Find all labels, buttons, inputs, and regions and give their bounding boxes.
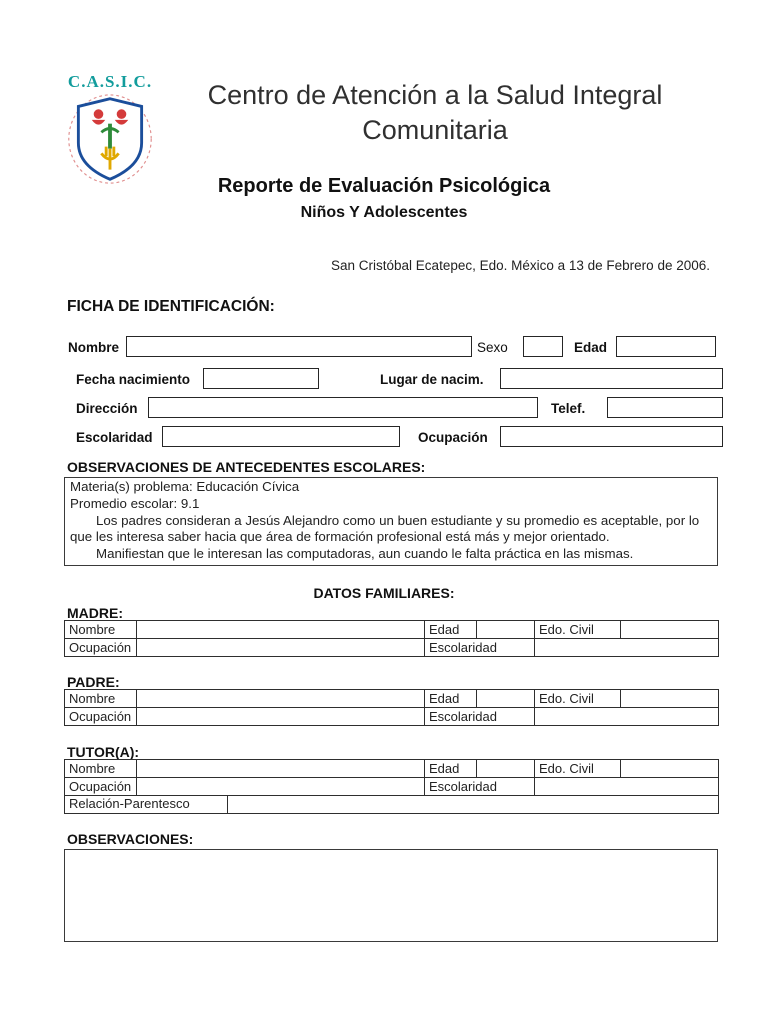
table-row [65,690,719,708]
tutor-nombre-value-cell[interactable] [137,760,425,778]
ocupacion-label: Ocupación [418,430,488,445]
antecedentes-paragraph2: Manifiestan que le interesan las computadoras, aun cuando le falta práctica en las mismas. [96,546,634,562]
casic-acronym: C.A.S.I.C. [67,72,153,91]
table-row [65,760,719,778]
fecha-nacimiento-field[interactable] [203,368,319,389]
observations-section-title: OBSERVACIONES: [67,831,194,847]
family-section-title: DATOS FAMILIARES: [313,585,455,601]
tutor-relacion-value-cell[interactable] [228,796,718,813]
table-row [65,708,719,726]
edo-civil-label-cell: Edo. Civil [535,621,621,639]
escolaridad-field[interactable] [162,426,400,447]
telef-field[interactable] [607,397,723,418]
edad-label-cell: Edad [425,760,477,778]
escolaridad-label-cell: Escolaridad [425,708,535,726]
identification-section-title: FICHA DE IDENTIFICACIÓN: [67,298,275,315]
ocupacion-label-cell: Ocupación [65,778,137,796]
nombre-field[interactable] [126,336,472,357]
tutor-escolaridad-value-cell[interactable] [535,778,719,796]
edad-label-cell: Edad [425,690,477,708]
report-subtitle: Niños Y Adolescentes [300,204,468,221]
edad-label-cell: Edad [425,621,477,639]
relacion-parentesco-row-cell [65,796,719,814]
edad-field[interactable] [616,336,716,357]
sexo-field[interactable] [523,336,563,357]
madre-edo-civil-value-cell[interactable] [621,621,719,639]
padre-edad-value-cell[interactable] [477,690,535,708]
report-title: Reporte de Evaluación Psicológica [217,175,551,197]
direccion-label: Dirección [76,401,138,416]
page-title-line2: Comunitaria [362,115,508,145]
padre-escolaridad-value-cell[interactable] [535,708,719,726]
antecedentes-paragraph1: Los padres consideran a Jesús Alejandro como un buen estudiante y su promedio es aceptable, por lo que les interesa saber hacia que área de formación profesional está más y mejor orientado. [70,512,700,545]
relacion-parentesco-label-cell: Relación-Parentesco [65,796,228,813]
sexo-label: Sexo [477,340,508,355]
ocupacion-field[interactable] [500,426,723,447]
padre-table [64,689,719,726]
ocupacion-label-cell: Ocupación [65,639,137,657]
padre-nombre-value-cell[interactable] [137,690,425,708]
tutor-edo-civil-value-cell[interactable] [621,760,719,778]
edo-civil-label-cell: Edo. Civil [535,760,621,778]
fecha-nacimiento-label: Fecha nacimiento [76,372,191,387]
antecedentes-section-title: OBSERVACIONES DE ANTECEDENTES ESCOLARES: [67,459,426,475]
antecedentes-line2: Promedio escolar: 9.1 [70,495,200,511]
observations-box[interactable] [64,849,718,942]
table-row [65,621,719,639]
tutor-ocupacion-value-cell[interactable] [137,778,425,796]
madre-edad-value-cell[interactable] [477,621,535,639]
antecedentes-box [64,477,718,566]
padre-edo-civil-value-cell[interactable] [621,690,719,708]
lugar-nacim-field[interactable] [500,368,723,389]
madre-title: MADRE: [67,605,123,621]
page-title [150,78,720,148]
padre-title: PADRE: [67,674,120,690]
page-title-line1: Centro de Atención a la Salud Integral [207,80,663,110]
nombre-label: Nombre [68,340,120,355]
madre-ocupacion-value-cell[interactable] [137,639,425,657]
edo-civil-label-cell: Edo. Civil [535,690,621,708]
tutor-table [64,759,719,814]
padre-ocupacion-value-cell[interactable] [137,708,425,726]
nombre-label-cell: Nombre [65,760,137,778]
madre-nombre-value-cell[interactable] [137,621,425,639]
escolaridad-label: Escolaridad [76,430,153,445]
table-row [65,778,719,796]
date-line: San Cristóbal Ecatepec, Edo. México a 13 de Febrero de 2006. [331,258,710,273]
madre-table [64,620,719,657]
antecedentes-line1: Materia(s) problema: Educación Cívica [70,479,300,494]
table-row [65,639,719,657]
table-row [65,796,719,814]
escolaridad-label-cell: Escolaridad [425,778,535,796]
madre-escolaridad-value-cell[interactable] [535,639,719,657]
ocupacion-label-cell: Ocupación [65,708,137,726]
direccion-field[interactable] [148,397,538,418]
tutor-edad-value-cell[interactable] [477,760,535,778]
escolaridad-label-cell: Escolaridad [425,639,535,657]
edad-label: Edad [574,340,608,355]
nombre-label-cell: Nombre [65,621,137,639]
lugar-nacim-label: Lugar de nacim. [380,372,484,387]
nombre-label-cell: Nombre [65,690,137,708]
tutor-title: TUTOR(A): [67,744,140,760]
telef-label: Telef. [551,401,586,416]
